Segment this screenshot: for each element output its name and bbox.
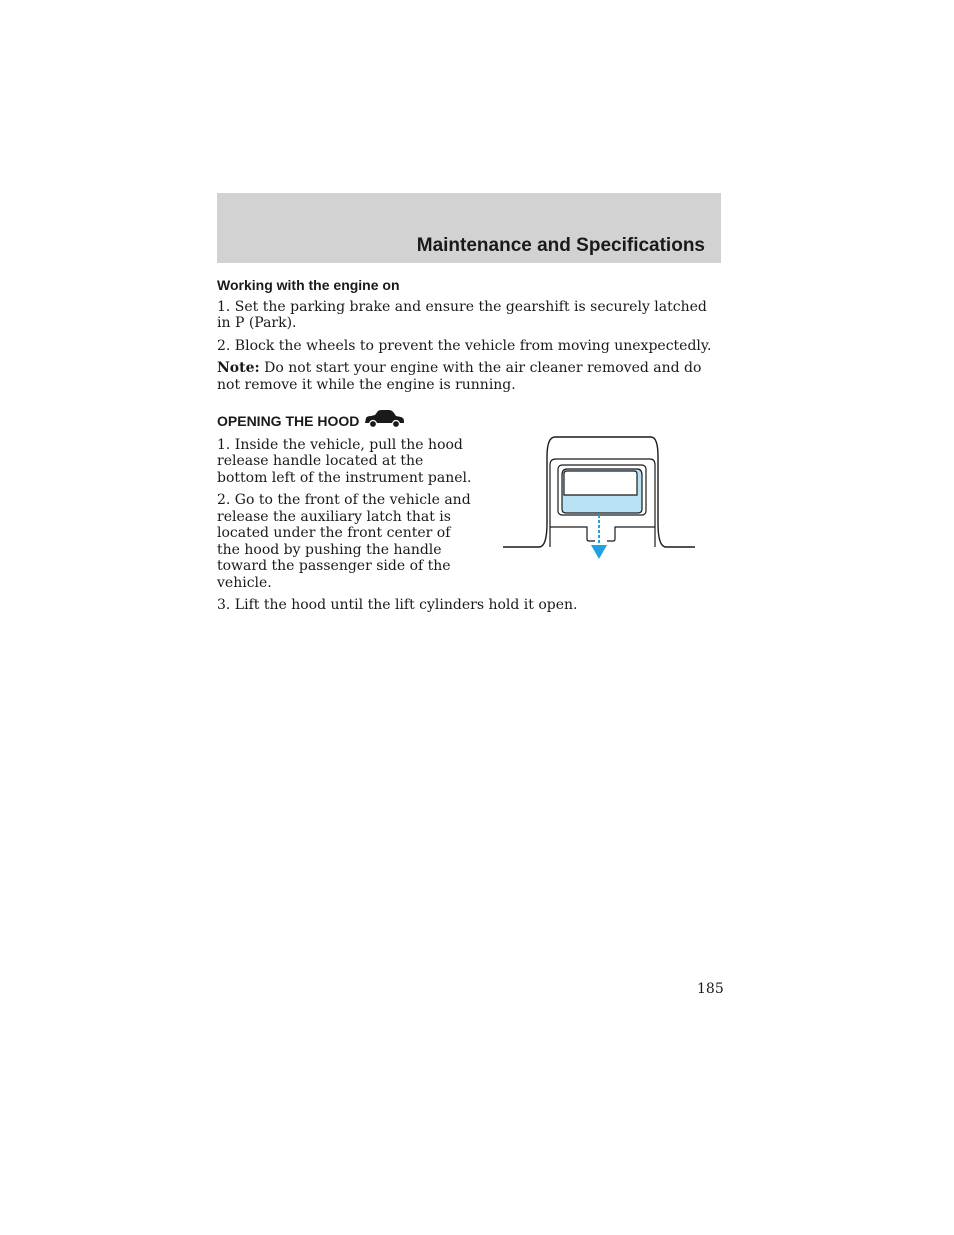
section-title: Maintenance and Specifications	[416, 235, 705, 256]
hood-latch-illustration	[473, 437, 721, 598]
hood-step-3: 3. Lift the hood until the lift cylinders hold it open.	[217, 597, 578, 613]
engine-on-note	[217, 360, 721, 393]
note-label: Note:	[217, 360, 260, 376]
engine-on-step-1: 1. Set the parking brake and ensure the gearshift is securely latched in P (Park).	[217, 298, 707, 331]
car-icon	[363, 409, 405, 433]
hood-steps-with-figure	[217, 437, 721, 598]
opening-hood-heading	[217, 409, 721, 433]
opening-hood-title: OPENING THE HOOD	[217, 412, 360, 429]
hood-step-2: 2. Go to the front of the vehicle and release the auxiliary latch that is located under the front center of the hood by pushing the handle toward the passenger side of the vehicle.	[217, 492, 471, 591]
note-text: Do not start your engine with the air cleaner removed and do not remove it while the engine is running.	[217, 360, 702, 393]
hood-steps-column	[217, 437, 473, 598]
hood-step-1: 1. Inside the vehicle, pull the hood release handle located at the bottom left of the instrument panel.	[217, 436, 472, 486]
section-header-band	[217, 193, 721, 263]
engine-on-heading: Working with the engine on	[217, 277, 400, 293]
page-content	[217, 277, 721, 620]
engine-on-step-2: 2. Block the wheels to prevent the vehicle from moving unexpectedly.	[217, 337, 712, 354]
page-number: 185	[697, 981, 724, 997]
